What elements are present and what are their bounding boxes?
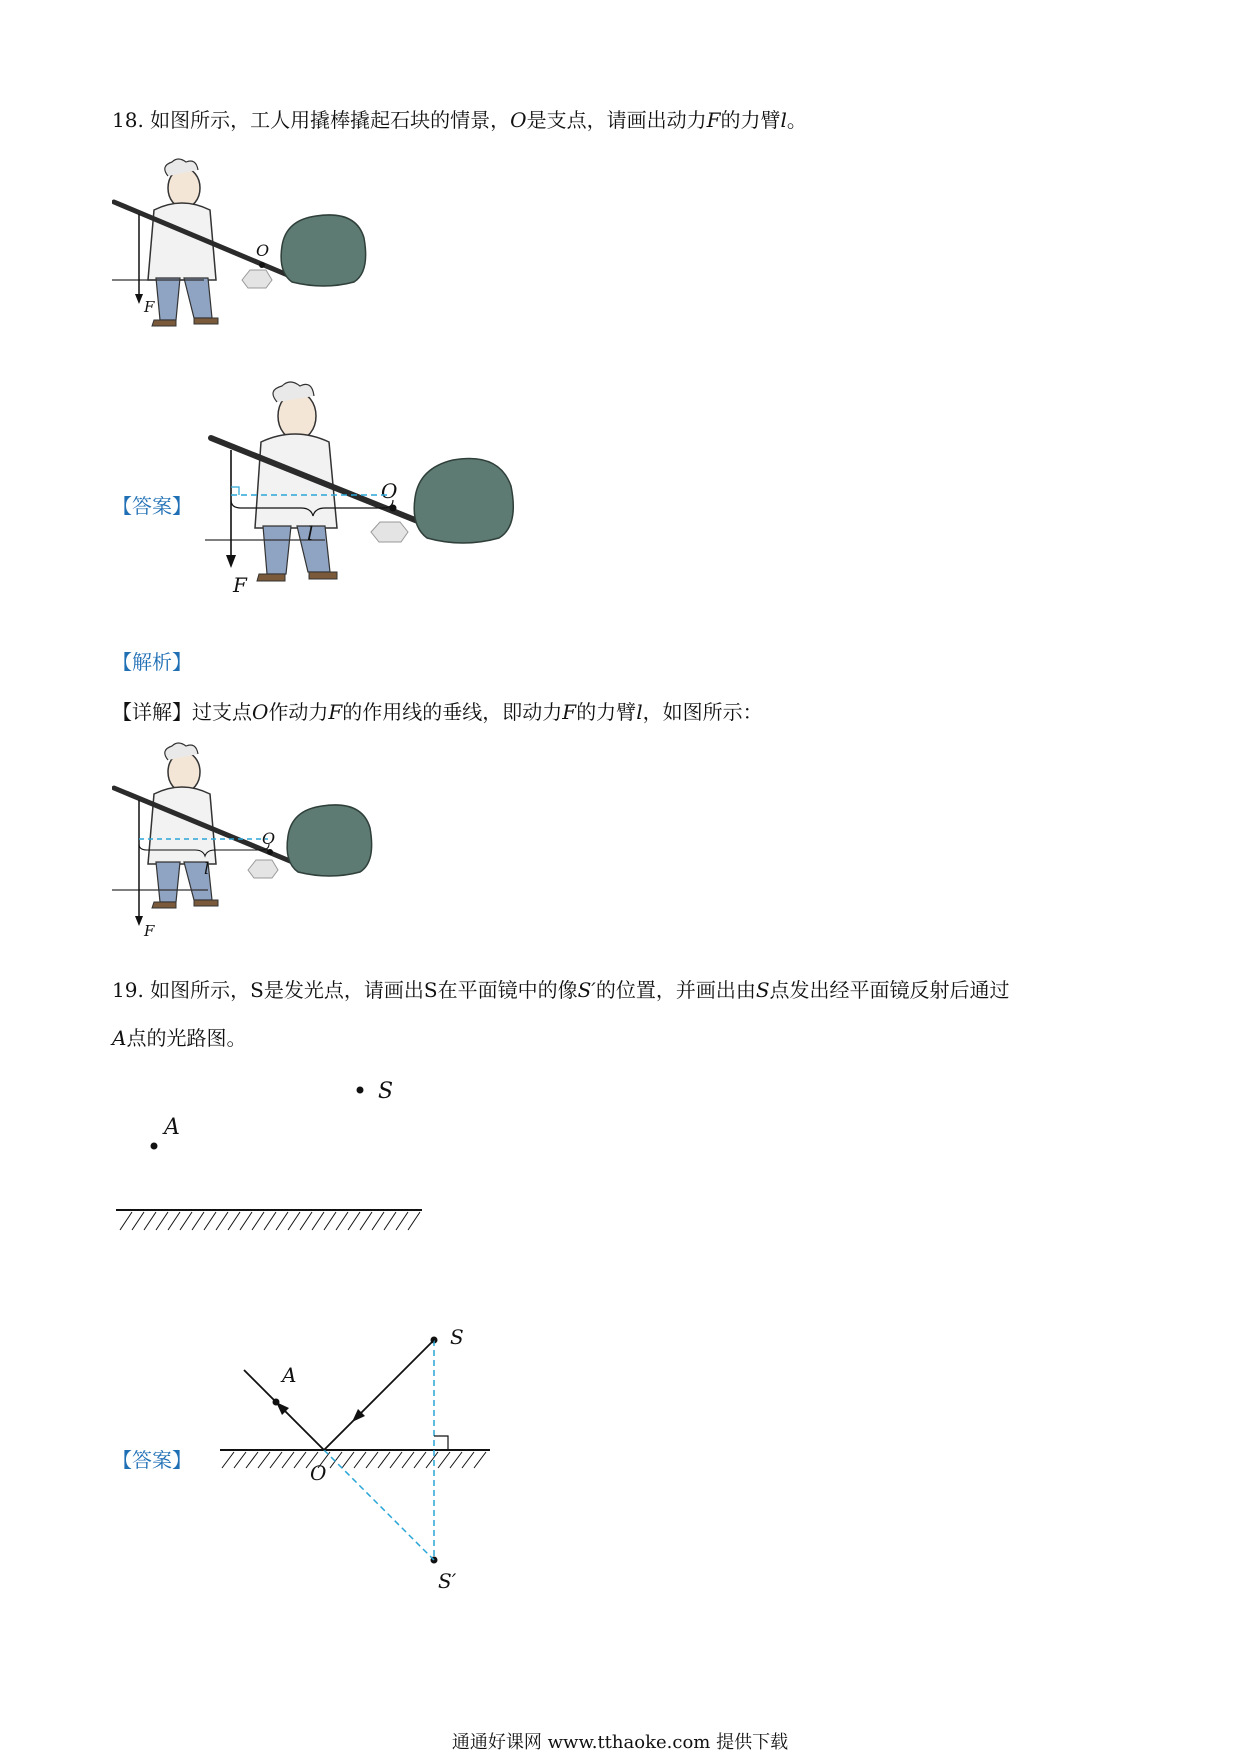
q19-var-A: A — [112, 1026, 127, 1050]
q18-detail-var-F: F — [328, 700, 343, 724]
q19-stem-part2: 的位置，并画出由 — [595, 978, 756, 1002]
q19-stem-part3: 点发出经平面镜反射后通过 — [769, 978, 1010, 1002]
rock — [414, 458, 513, 543]
q18-detail-part4: 的力臂 — [576, 700, 637, 724]
fig-label-A: A — [164, 1115, 180, 1140]
fulcrum-point — [267, 849, 273, 855]
q18-detail — [112, 700, 763, 724]
q19-stem-part4: 点的光路图。 — [126, 1026, 247, 1050]
fig-label-S-prime: S′ — [438, 1569, 457, 1593]
q18-var-F: F — [706, 108, 721, 132]
q18-detail-var-F2: F — [562, 700, 577, 724]
fig-label-F: F — [233, 573, 247, 597]
q18-detail-part5: ，如图所示： — [642, 700, 763, 724]
right-angle-mark — [231, 487, 239, 495]
fig-label-A: A — [282, 1363, 297, 1387]
q18-number: 18. — [112, 108, 144, 132]
q19-var-S-prime: S′ — [577, 978, 596, 1002]
right-angle-mark — [434, 1436, 448, 1450]
q19-number: 19. — [112, 978, 144, 1002]
point-A — [273, 1399, 280, 1406]
q19-figure-answer — [210, 1320, 510, 1600]
fulcrum-stone — [242, 270, 272, 288]
q18-stem-part3: 的力臂 — [720, 108, 781, 132]
q19-var-S: S — [755, 978, 770, 1002]
mirror-hatching — [222, 1452, 486, 1468]
q18-answer-tag: 【答案】 — [112, 494, 192, 518]
fulcrum-stone — [371, 522, 408, 542]
incident-ray — [324, 1340, 434, 1450]
q18-detail-var-l: l — [636, 700, 643, 724]
q19-figure-question — [112, 1070, 442, 1250]
fig-label-O-answer: O — [381, 479, 398, 503]
fig-label-S: S — [450, 1325, 464, 1349]
fig-label-O: O — [262, 829, 276, 848]
q18-detail-part3: 的作用线的垂线，即动力 — [342, 700, 563, 724]
fulcrum-stone — [248, 860, 278, 878]
q18-var-O: O — [510, 108, 527, 132]
point-S — [357, 1087, 364, 1094]
q18-figure-answer — [205, 380, 585, 620]
q18-detail-part2: 作动力 — [268, 700, 329, 724]
q18-analysis-tag: 【解析】 — [112, 650, 192, 674]
q18-figure-explanation — [112, 742, 442, 952]
q18-stem-part4: 。 — [786, 108, 807, 132]
q18-detail-part1: 过支点 — [192, 700, 252, 724]
q18-var-l: l — [780, 108, 787, 132]
rock — [281, 215, 366, 286]
q18-stem-part2: 是支点，请画出动力 — [526, 108, 707, 132]
q18-detail-tag: 【详解】 — [112, 700, 192, 724]
fig-label-O: O — [310, 1461, 327, 1485]
fig-label-F: F — [144, 298, 155, 316]
fig-label-S: S — [378, 1079, 394, 1104]
fig-label-F: F — [144, 922, 155, 940]
force-F-arrowhead — [226, 555, 236, 568]
q19-stem-line2 — [112, 1026, 246, 1050]
q19-stem-line1 — [112, 978, 1010, 1002]
fulcrum-point — [259, 262, 265, 268]
q18-stem — [112, 108, 807, 132]
fig-label-l: l — [204, 859, 210, 878]
q19-answer-tag: 【答案】 — [112, 1448, 192, 1472]
force-F-arrowhead — [135, 916, 143, 926]
force-F-arrowhead — [135, 294, 143, 304]
q18-figure-question — [112, 158, 442, 358]
q18-stem-part1: 如图所示，工人用撬棒撬起石块的情景， — [150, 108, 511, 132]
point-A — [151, 1143, 158, 1150]
fig-label-O: O — [256, 241, 270, 260]
fig-label-l: l — [307, 521, 314, 545]
mirror-hatching — [120, 1212, 420, 1230]
q19-stem-part1: 如图所示，S是发光点，请画出S在平面镜中的像 — [150, 978, 578, 1002]
page-footer: 通通好课网 www.tthaoke.com 提供下载 — [451, 1732, 789, 1753]
q18-detail-var-O: O — [252, 700, 269, 724]
rock — [287, 805, 372, 876]
